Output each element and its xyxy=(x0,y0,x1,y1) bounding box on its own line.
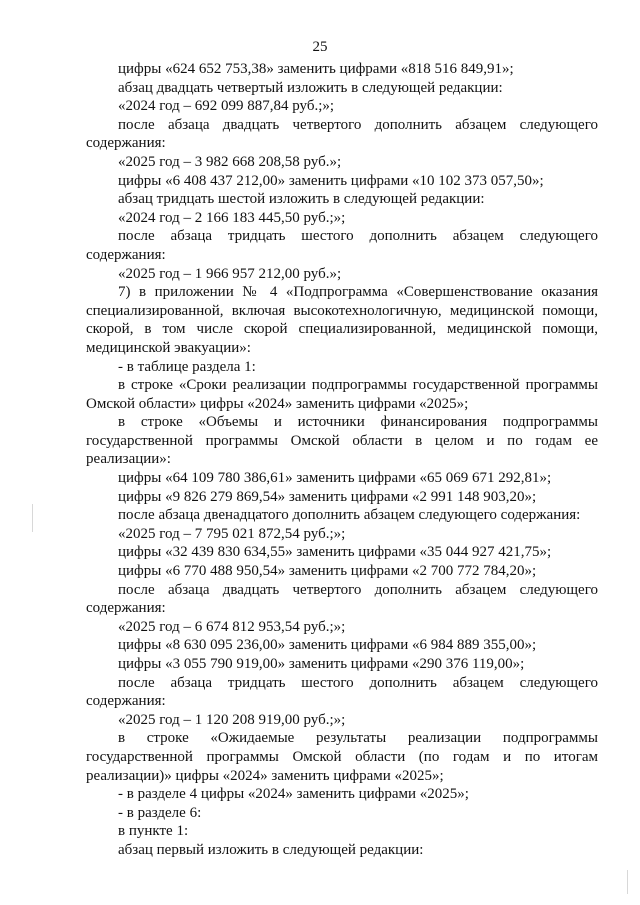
paragraph: цифры «64 109 780 386,61» заменить цифрами «65 069 671 292,81»; xyxy=(118,470,552,487)
paragraph: цифры «9 826 279 869,54» заменить цифрами «2 991 148 903,20»; xyxy=(118,488,537,505)
paragraph: цифры «6 770 488 950,54» заменить цифрами «2 700 772 784,20»; xyxy=(118,563,537,580)
paragraph: «2024 год – 2 166 183 445,50 руб.;»; xyxy=(118,209,346,226)
paragraph: после абзаца двадцать четвертого дополнить абзацем следующего содержания: xyxy=(86,581,598,617)
paragraph: «2025 год – 6 674 812 953,54 руб.;»; xyxy=(118,618,346,635)
paragraph: абзац первый изложить в следующей редакции: xyxy=(118,841,424,858)
paragraph: цифры «8 630 095 236,00» заменить цифрами «6 984 889 355,00»; xyxy=(118,637,537,654)
paragraph: «2025 год – 3 982 668 208,58 руб.»; xyxy=(118,153,342,170)
paragraph: в пункте 1: xyxy=(118,823,189,840)
paragraph: - в разделе 4 цифры «2024» заменить цифрами «2025»; xyxy=(118,786,469,803)
paragraph: - в таблице раздела 1: xyxy=(118,358,256,375)
paragraph: после абзаца тридцать шестого дополнить абзацем следующего содержания: xyxy=(86,674,598,710)
paragraph: «2024 год – 692 099 887,84 руб.;»; xyxy=(118,98,335,115)
paragraph: «2025 год – 1 120 208 919,00 руб.;»; xyxy=(118,711,346,728)
paragraph: в строке «Объемы и источники финансирования подпрограммы государственной программы Омской области в целом и по годам ее реализации»: xyxy=(86,414,598,468)
paragraph: цифры «3 055 790 919,00» заменить цифрами «290 376 119,00»; xyxy=(118,656,525,672)
paragraph: после абзаца двадцать четвертого дополнить абзацем следующего содержания: xyxy=(86,116,598,152)
scan-edge-mark xyxy=(32,504,33,532)
paragraph: цифры «32 439 830 634,55» заменить цифрами «35 044 927 421,75»; xyxy=(118,544,552,561)
paragraph: - в разделе 6: xyxy=(118,804,202,821)
paragraph: абзац двадцать четвертый изложить в следующей редакции: xyxy=(118,79,503,96)
paragraph: цифры «6 408 437 212,00» заменить цифрами «10 102 373 057,50»; xyxy=(118,172,544,189)
paragraph: цифры «624 652 753,38» заменить цифрами «818 516 849,91»; xyxy=(118,61,514,77)
paragraph: в строке «Сроки реализации подпрограммы государственной программы Омской области» цифры «2024» заменить цифрами «2025»; xyxy=(86,377,598,412)
paragraph: после абзаца тридцать шестого дополнить абзацем следующего содержания: xyxy=(86,228,598,263)
document-body xyxy=(86,60,598,860)
page-number: 25 xyxy=(312,39,328,55)
paragraph: в строке «Ожидаемые результаты реализации подпрограммы государственной программы Омской области (по годам и по итогам реализации)» цифры «2024» заменить цифрами «2025»; xyxy=(86,730,598,784)
paragraph: 7) в приложении № 4 «Подпрограмма «Совершенствование оказания специализированной, включая высокотехнологичную, медицинской помощи, скорой, в том числе скорой специализированной, медицинской помощи, медицинской эвакуации»: xyxy=(86,284,598,356)
paragraph: «2025 год – 7 795 021 872,54 руб.;»; xyxy=(118,525,346,542)
paragraph: абзац тридцать шестой изложить в следующей редакции: xyxy=(118,191,485,208)
scan-edge-mark xyxy=(627,870,628,894)
paragraph: «2025 год – 1 966 957 212,00 руб.»; xyxy=(118,265,342,282)
paragraph: после абзаца двенадцатого дополнить абзацем следующего содержания: xyxy=(118,507,581,524)
